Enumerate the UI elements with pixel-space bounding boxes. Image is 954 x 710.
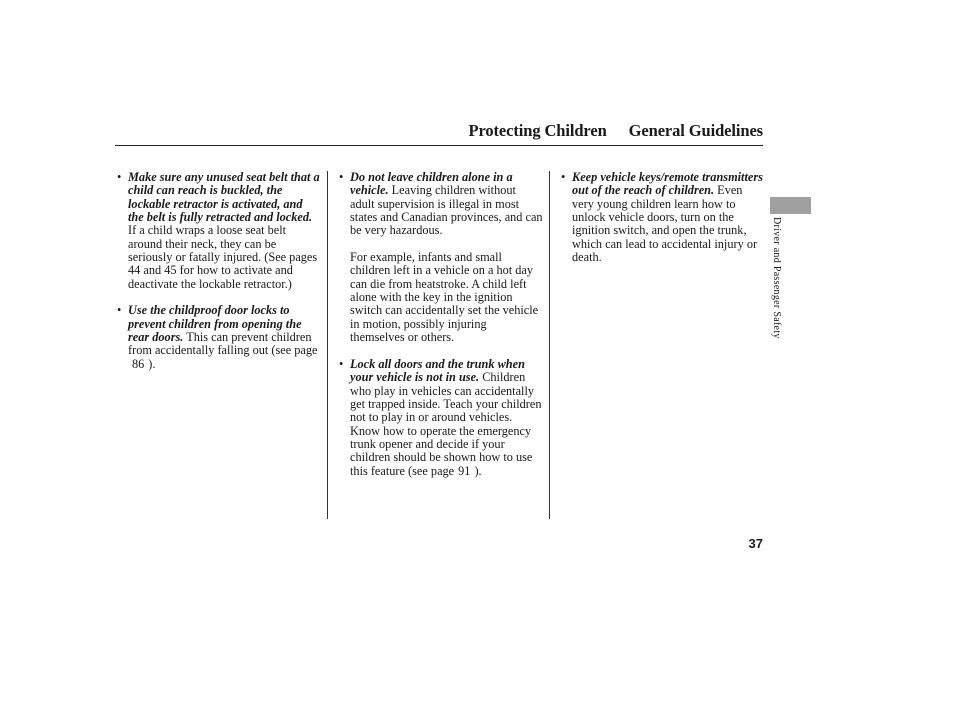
guideline-unused-seat-belt (117, 171, 321, 291)
guideline-childproof-locks (117, 304, 321, 371)
guideline-body: Even very young children learn how to unlock vehicle doors, turn on the ignition switch, and open the trunk, which can lead to accidental injury or death. (572, 183, 758, 265)
page-reference-link[interactable]: 91 (458, 463, 471, 478)
guideline-lead: Make sure any unused seat belt that a child can reach is buckled, the lockable retractor is activated, and the belt is fully retracted and locked. (128, 170, 320, 225)
guideline-body: This can prevent children from accidentally falling out (see page (128, 330, 318, 358)
heatstroke-paragraph: For example, infants and small children left in a vehicle on a hot day can die from heatstroke. A child left alone with the key in the ignition switch can accidentally set the vehicle in motion, possibly injuring themselves or others. (350, 250, 539, 345)
page-reference-link[interactable]: 86 (132, 356, 145, 371)
header-section: Protecting Children (468, 121, 607, 140)
page-header (115, 121, 763, 146)
guideline-body: Children who play in vehicles can accidentally get trapped inside. Teach your children not to play in or around vehicles. Know how to operate the emergency trunk opener and decide if your children should be shown how to use this feature (see page (350, 370, 542, 478)
guideline-tail: ). (474, 463, 482, 478)
guideline-children-alone (339, 171, 543, 238)
bullet-marker: • (339, 356, 344, 371)
guideline-lead: Use the childproof door locks to prevent children from opening the rear doors. (128, 303, 302, 345)
guideline-tail: ). (148, 356, 156, 371)
bullet-marker: • (561, 170, 566, 184)
guideline-lead: Lock all doors and the trunk when your vehicle is not in use. (350, 356, 525, 385)
column-1 (117, 171, 321, 371)
page-number: 37 (748, 536, 763, 551)
bullet-marker: • (117, 303, 122, 318)
guideline-lead: Do not leave children alone in a vehicle. (350, 170, 513, 198)
column-divider (327, 171, 328, 519)
guideline-lead: Keep vehicle keys/remote transmitters out of the reach of children. (572, 170, 763, 198)
section-label: Driver and Passenger Safety (771, 217, 782, 339)
guideline-lock-doors (339, 358, 543, 478)
bullet-marker: • (117, 170, 122, 184)
bullet-marker: • (339, 170, 344, 184)
header-title (468, 121, 763, 141)
guideline-body: If a child wraps a loose seat belt around their neck, they can be seriously or fatally injured. (See pages 44 and 45 for how to activate and deactivate the lockable retractor.) (128, 223, 318, 291)
guideline-keep-keys (561, 171, 765, 264)
column-2 (339, 171, 543, 478)
header-topic: General Guidelines (628, 121, 763, 140)
guideline-body: Leaving children without adult supervision is illegal in most states and Canadian provinces, and can be very hazardous. (350, 183, 543, 238)
section-tab (770, 197, 811, 214)
column-3 (561, 171, 765, 264)
column-divider (549, 171, 550, 519)
